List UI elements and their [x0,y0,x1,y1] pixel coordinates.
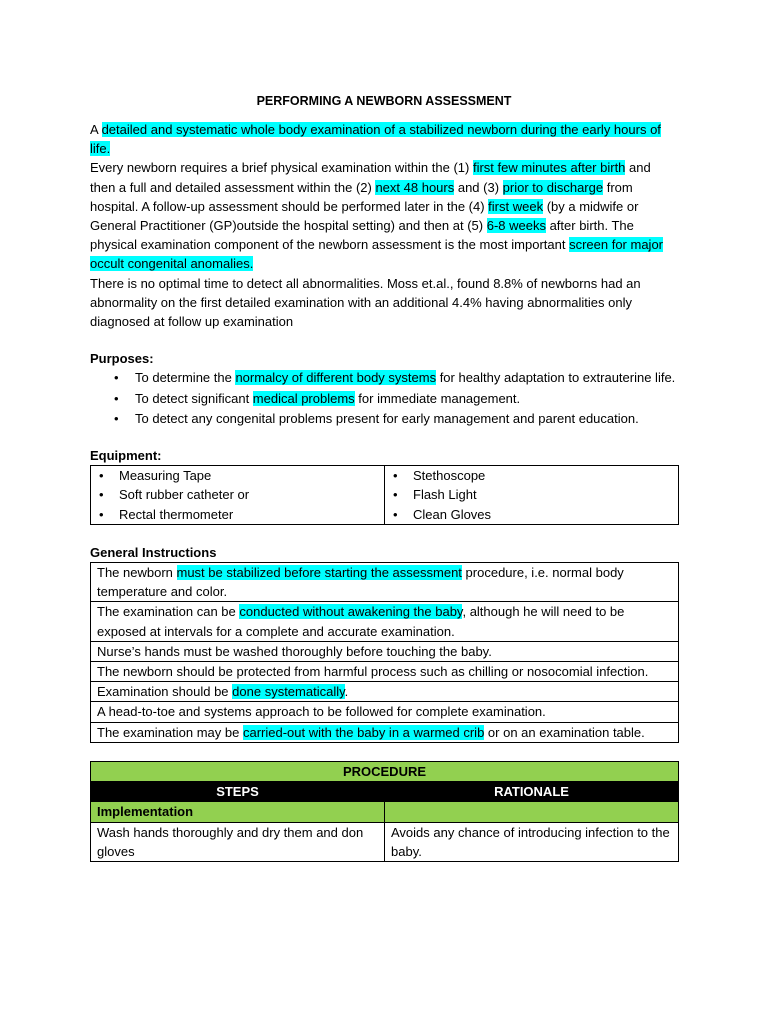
text: procedure, i.e. normal body temperature and color. [97,565,624,600]
intro-paragraph-2 [90,158,678,273]
highlighted-text: first few minutes after birth [472,160,626,176]
text: Every newborn requires a brief physical examination within the (1) [90,160,473,176]
general-instructions-heading: General Instructions [90,544,217,560]
table-cell: A head-to-toe and systems approach to be followed for complete examination. [91,702,679,722]
table-row [91,602,679,641]
table-cell [91,682,679,702]
list-item: • Clean Gloves [391,505,672,524]
table-row [91,641,679,661]
list-item: • To detect any congenital problems present for early management and parent education. [90,409,678,428]
highlighted-text: detailed and systematic whole body examination of a stabilized newborn during the early hours of life. [90,122,661,157]
table-cell [91,602,679,641]
intro-paragraph-3: There is no optimal time to detect all abnormalities. Moss et.al., found 8.8% of newborns had an abnormality on the first detailed examination with an additional 4.4% having abnormalities only diagnosed at follow up examination [90,275,641,330]
step-cell: Wash hands thoroughly and dry them and don gloves [91,822,385,861]
table-cell: The newborn should be protected from harmful process such as chilling or nosocomial infection. [91,662,679,682]
table-cell [91,722,679,742]
highlighted-text: first week [488,198,544,214]
text: A [90,122,102,137]
highlighted-text: medical problems [252,390,355,406]
column-header-rationale: RATIONALE [385,782,679,802]
purposes-list [90,368,678,428]
table-row [91,563,679,602]
list-item [90,389,678,408]
text: for immediate management. [354,390,521,406]
equipment-column-left [91,466,385,525]
highlighted-text: next 48 hours [375,179,455,195]
text: . [344,684,349,700]
text: The examination can be [97,604,240,620]
phase-label: Implementation [91,802,385,822]
text: and then a full and detailed assessment within the (2) [90,160,651,195]
list-item: • Soft rubber catheter or [97,485,378,504]
text: (by a midwife or General Practitioner (GP)outside the hospital setting) and then at (5) [90,198,639,234]
text: or on an examination table. [484,724,645,740]
table-row [91,722,679,742]
table-cell: Nurse’s hands must be washed thoroughly before touching the baby. [91,641,679,661]
column-header-steps: STEPS [91,782,385,802]
highlighted-text: done systematically [232,684,345,700]
text: The examination may be [97,724,243,740]
phase-label-empty [385,802,679,822]
page-title: PERFORMING A NEWBORN ASSESSMENT [256,94,512,108]
procedure-table [90,761,679,862]
list-item: • Flash Light [391,485,672,504]
procedure-title: PROCEDURE [91,761,679,781]
general-instructions-table [90,562,679,743]
highlighted-text: carried-out with the baby in a warmed crib [242,724,485,740]
purposes-heading: Purposes: [90,351,154,367]
highlighted-text: 6-8 weeks [486,218,546,234]
text: Examination should be [97,684,233,700]
rationale-cell: Avoids any chance of introducing infection to the baby. [385,822,679,861]
table-header-row [91,782,679,802]
table-row [91,662,679,682]
document-page [90,90,678,862]
equipment-column-right [385,466,679,525]
text: for healthy adaptation to extrauterine life. [436,370,676,386]
list-item [90,368,678,387]
text: after birth. The physical examination component of the newborn assessment is the most important [90,218,634,253]
table-row [91,761,679,781]
table-row [91,702,679,722]
highlighted-text: must be stabilized before starting the assessment [176,565,462,581]
intro-paragraph-1 [90,120,678,158]
equipment-heading: Equipment: [90,448,162,464]
table-row [91,682,679,702]
highlighted-text: conducted without awakening the baby [239,604,463,620]
table-row [91,822,679,861]
text: To determine the [135,370,236,386]
list-item: • Stethoscope [391,466,672,485]
equipment-table [90,465,679,525]
highlighted-text: normalcy of different body systems [235,370,437,386]
highlighted-text: prior to discharge [502,179,604,195]
list-item: • Rectal thermometer [97,505,378,524]
text: from hospital. A follow-up assessment should be performed later in the (4) [90,179,633,214]
text: The newborn [97,565,177,581]
text: To detect significant [135,390,253,406]
list-item: • Measuring Tape [97,466,378,485]
text: , although he will need to be exposed at intervals for a complete and accurate examination. [97,604,625,639]
table-cell [91,563,679,602]
table-row [91,802,679,822]
text: and (3) [454,179,503,195]
highlighted-text: screen for major occult congenital anomalies. [90,237,663,272]
